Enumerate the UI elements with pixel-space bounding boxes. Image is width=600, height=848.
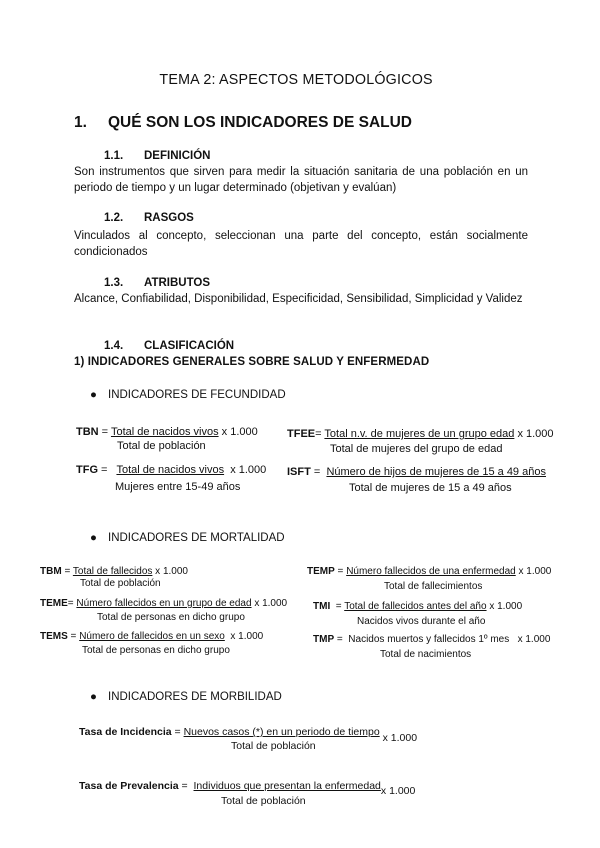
formula-temp-denominator: Total de fallecimientos [384,581,483,592]
formula-incidencia-denominator: Total de población [231,740,316,752]
formula-numerator: Número fallecidos en un grupo de edad [76,598,252,609]
bullet-dot-icon: ● [90,389,97,401]
bullet-label: INDICADORES DE MORTALIDAD [108,532,285,544]
subsection-heading-clasificacion [104,340,234,352]
formula-label: TFEE [287,428,316,440]
subsection-heading-rasgos [104,212,194,224]
formula-tbm-denominator: Total de población [80,578,161,589]
formula-label: TBM [40,566,62,577]
bullet-dot-icon: ● [90,532,97,544]
formula-tbm: TBM = Total de fallecidos x 1.000 [40,566,188,577]
formula-label: TEMP [307,566,335,577]
formula-multiplier: x 1.000 [518,566,552,577]
formula-tems-denominator: Total de personas en dicho grupo [82,645,230,656]
formula-numerator: Total de nacidos vivos [110,426,219,438]
formula-prevalencia-denominator: Total de población [221,795,306,807]
subsection-number: 1.2. [104,212,124,224]
subsection-number: 1.1. [104,150,124,162]
subsection-title: RASGOS [144,212,194,224]
formula-tfg-denominator: Mujeres entre 15-49 años [115,481,241,493]
section-title: QUÉ SON LOS INDICADORES DE SALUD [108,114,412,131]
formula-isft: ISFT = Número de hijos de mujeres de 15 a 49 años [287,466,546,478]
formula-multiplier: x 1.000 [517,428,554,440]
formula-teme: TEME= Número fallecidos en un grupo de edad x 1.000 [40,598,288,609]
bullet-label: INDICADORES DE MORBILIDAD [108,691,282,703]
section-heading [74,114,412,132]
formula-label: TMP [313,634,335,645]
formula-label: TBN [76,426,99,438]
formula-tfee: TFEE= Total n.v. de mujeres de un grupo edad x 1.000 [287,428,554,440]
formula-teme-denominator: Total de personas en dicho grupo [97,612,245,623]
classification-subheading: 1) INDICADORES GENERALES SOBRE SALUD Y ENFERMEDAD [74,356,430,368]
formula-multiplier: x 1.000 [230,464,267,476]
subsection-heading-atributos [104,277,210,289]
formula-numerator: Número de fallecidos en un sexo [79,631,225,642]
formula-label: TEMS [40,631,68,642]
atributos-text: Alcance, Confiabilidad, Disponibilidad, Especificidad, Sensibilidad, Simplicidad y Validez [74,293,523,305]
formula-multiplier: x 1.000 [489,601,523,612]
formula-tbn: TBN = Total de nacidos vivos x 1.000 [76,426,258,438]
document-title: TEMA 2: ASPECTOS METODOLÓGICOS [159,72,433,88]
formula-multiplier: x 1.000 [155,566,188,577]
formula-label: TMI [313,601,331,612]
formula-multiplier: x 1.000 [382,732,418,744]
subsection-number: 1.4. [104,340,124,352]
formula-incidencia: Tasa de Incidencia = Nuevos casos (*) en un periodo de tiempo x 1.000 [79,726,418,744]
formula-isft-denominator: Total de mujeres de 15 a 49 años [349,482,512,494]
section-number: 1. [74,114,87,131]
formula-temp: TEMP = Número fallecidos de una enfermedad x 1.000 [307,566,552,577]
formula-label: Tasa de Prevalencia [79,780,179,792]
formula-prevalencia: Tasa de Prevalencia = Individuos que presentan la enfermedadx 1.000 [79,780,416,797]
formula-multiplier: x 1.000 [517,634,551,645]
definicion-text: Son instrumentos que sirven para medir la situación sanitaria de una población en un periodo de tiempo y un lugar determinado (objetivan y evalúan) [74,166,528,194]
rasgos-text: Vinculados al concepto, seleccionan una parte del concepto, están socialmente condicionados [74,230,528,258]
formula-label: TFG [76,464,98,476]
formula-multiplier: x 1.000 [230,631,264,642]
bullet-fecundidad [90,389,286,401]
formula-label: ISFT [287,466,311,478]
subsection-heading-definicion [104,150,210,162]
bullet-morbilidad [90,691,282,703]
formula-multiplier: x 1.000 [221,426,258,438]
formula-numerator: Individuos que presentan la enfermedad [193,780,381,792]
formula-numerator: Total de fallecidos antes del año [344,601,487,612]
formula-tbn-denominator: Total de población [117,440,206,452]
bullet-mortalidad [90,532,285,544]
formula-numerator: Número fallecidos de una enfermedad [346,566,516,577]
subsection-title: CLASIFICACIÓN [144,340,235,352]
formula-numerator: Total de nacidos vivos [116,464,225,476]
formula-numerator: Total de fallecidos [72,566,153,577]
subsection-number: 1.3. [104,277,124,289]
formula-tfee-denominator: Total de mujeres del grupo de edad [330,443,503,455]
formula-tems: TEMS = Número de fallecidos en un sexo x 1.000 [40,631,264,642]
formula-tmi-denominator: Nacidos vivos durante el año [357,616,486,627]
formula-tfg: TFG = Total de nacidos vivos x 1.000 [76,464,267,476]
bullet-dot-icon: ● [90,691,97,703]
formula-label: Tasa de Incidencia [79,726,172,738]
formula-numerator: Total n.v. de mujeres de un grupo edad [324,428,515,440]
formula-tmp-denominator: Total de nacimientos [380,649,472,660]
subsection-title: DEFINICIÓN [144,150,211,162]
formula-numerator: Nacidos muertos y fallecidos 1º mes [348,634,510,645]
formula-tmi: TMI = Total de fallecidos antes del año x 1.000 [313,601,523,612]
formula-tmp: TMP = Nacidos muertos y fallecidos 1º mes x 1.000 [313,634,551,645]
formula-numerator: Nuevos casos (*) en un periodo de tiempo [183,726,380,738]
formula-label: TEME [40,598,68,609]
bullet-label: INDICADORES DE FECUNDIDAD [108,389,286,401]
formula-numerator: Número de hijos de mujeres de 15 a 49 años [326,466,546,478]
subsection-title: ATRIBUTOS [144,277,211,289]
formula-multiplier: x 1.000 [380,785,416,797]
formula-multiplier: x 1.000 [254,598,288,609]
